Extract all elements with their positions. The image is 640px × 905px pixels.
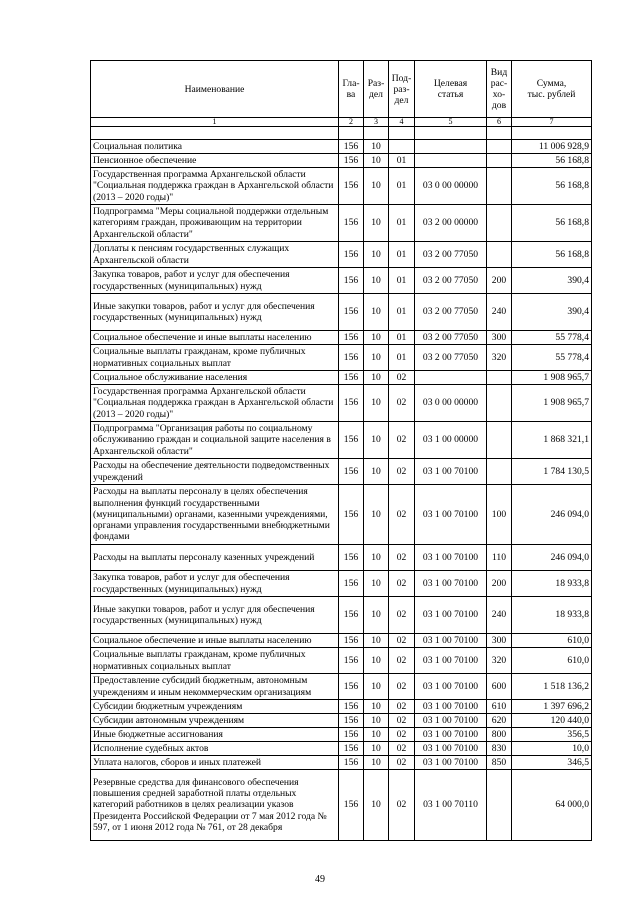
page-number: 49 [315, 874, 325, 885]
row-section: 10 [364, 385, 389, 422]
row-sum: 1 908 965,7 [512, 385, 592, 422]
row-subsection: 01 [389, 205, 415, 242]
row-target: 03 2 00 77050 [415, 294, 487, 331]
row-sum: 1 518 136,2 [512, 674, 592, 700]
row-expense-type: 850 [487, 756, 512, 770]
row-name: Государственная программа Архангельской области "Социальная поддержка граждан в Архангельской области (2013 – 2020 годы)" [91, 168, 339, 205]
row-sum: 55 778,4 [512, 345, 592, 371]
row-sum: 1 868 321,1 [512, 422, 592, 459]
row-chapter: 156 [339, 385, 364, 422]
row-name: Резервные средства для финансового обеспечения повышения средней заработной платы отдельных категорий работников в целях реализации указов Президента Российской Федерации от 7 мая 2012 года № 597, от 1 июня 2012 года № 761, от 28 декабря [91, 770, 339, 841]
row-target [415, 140, 487, 154]
table-row [91, 545, 592, 571]
row-sum: 1 784 130,5 [512, 459, 592, 485]
row-name: Иные закупки товаров, работ и услуг для обеспечения государственных (муниципальных) нужд [91, 597, 339, 634]
row-section: 10 [364, 756, 389, 770]
row-subsection: 02 [389, 422, 415, 459]
row-subsection: 01 [389, 331, 415, 345]
row-name: Иные бюджетные ассигнования [91, 728, 339, 742]
row-name: Подпрограмма "Организация работы по социальному обслуживанию граждан и социальной защите населения в Архангельской области" [91, 422, 339, 459]
row-expense-type [487, 205, 512, 242]
row-chapter: 156 [339, 714, 364, 728]
row-target: 03 2 00 00000 [415, 205, 487, 242]
row-expense-type [487, 168, 512, 205]
row-section: 10 [364, 634, 389, 648]
row-subsection: 01 [389, 268, 415, 294]
row-subsection: 02 [389, 597, 415, 634]
row-chapter: 156 [339, 422, 364, 459]
header-name: Наименование [91, 61, 339, 118]
table-header-row [91, 61, 592, 118]
row-chapter: 156 [339, 756, 364, 770]
row-subsection: 02 [389, 756, 415, 770]
row-subsection [389, 140, 415, 154]
row-expense-type: 600 [487, 674, 512, 700]
row-chapter: 156 [339, 205, 364, 242]
row-target: 03 2 00 77050 [415, 268, 487, 294]
column-number: 1 [91, 118, 339, 127]
row-subsection: 01 [389, 294, 415, 331]
table-row [91, 742, 592, 756]
header-expense-type: Вид рас- хо- дов [487, 61, 512, 118]
row-section: 10 [364, 242, 389, 268]
row-section: 10 [364, 331, 389, 345]
row-name: Социальные выплаты гражданам, кроме публичных нормативных социальных выплат [91, 345, 339, 371]
row-target: 03 1 00 70100 [415, 742, 487, 756]
column-number: 5 [415, 118, 487, 127]
row-subsection: 02 [389, 459, 415, 485]
row-name: Социальное обслуживание населения [91, 371, 339, 385]
row-sum: 18 933,8 [512, 597, 592, 634]
row-section: 10 [364, 345, 389, 371]
row-expense-type [487, 385, 512, 422]
row-sum: 56 168,8 [512, 242, 592, 268]
row-target: 03 0 00 00000 [415, 385, 487, 422]
row-target: 03 1 00 70100 [415, 634, 487, 648]
table-row [91, 459, 592, 485]
row-subsection: 01 [389, 154, 415, 168]
row-chapter: 156 [339, 742, 364, 756]
row-target: 03 1 00 70100 [415, 648, 487, 674]
row-expense-type [487, 242, 512, 268]
table-body [91, 140, 592, 841]
table-row [91, 294, 592, 331]
column-number: 3 [364, 118, 389, 127]
table-row [91, 634, 592, 648]
row-expense-type: 620 [487, 714, 512, 728]
row-name: Расходы на обеспечение деятельности подведомственных учреждений [91, 459, 339, 485]
row-target: 03 1 00 70100 [415, 756, 487, 770]
column-number: 4 [389, 118, 415, 127]
row-chapter: 156 [339, 634, 364, 648]
row-name: Государственная программа Архангельской области "Социальная поддержка граждан в Архангельской области (2013 – 2020 годы)" [91, 385, 339, 422]
table-row [91, 422, 592, 459]
header-sum: Сумма, тыс. рублей [512, 61, 592, 118]
table-row [91, 371, 592, 385]
table-row [91, 140, 592, 154]
row-sum: 64 000,0 [512, 770, 592, 841]
row-subsection: 02 [389, 742, 415, 756]
row-name: Исполнение судебных актов [91, 742, 339, 756]
spacer-row [91, 127, 592, 140]
row-name: Расходы на выплаты персоналу в целях обеспечения выполнения функций государственными (муниципальными) органами, казенными учреждениями, органами управления государственными внебюджетными фондами [91, 485, 339, 545]
row-target: 03 1 00 70110 [415, 770, 487, 841]
row-section: 10 [364, 154, 389, 168]
row-sum: 246 094,0 [512, 545, 592, 571]
row-target: 03 2 00 77050 [415, 331, 487, 345]
row-expense-type [487, 140, 512, 154]
row-chapter: 156 [339, 545, 364, 571]
header-chapter: Гла- ва [339, 61, 364, 118]
row-name: Пенсионное обеспечение [91, 154, 339, 168]
table-row [91, 154, 592, 168]
row-chapter: 156 [339, 597, 364, 634]
table-row [91, 571, 592, 597]
row-section: 10 [364, 268, 389, 294]
row-sum: 610,0 [512, 648, 592, 674]
row-chapter: 156 [339, 571, 364, 597]
table-row [91, 385, 592, 422]
row-target: 03 1 00 00000 [415, 422, 487, 459]
row-chapter: 156 [339, 345, 364, 371]
row-section: 10 [364, 485, 389, 545]
row-chapter: 156 [339, 485, 364, 545]
row-chapter: 156 [339, 770, 364, 841]
header-subsection: Под- раз- дел [389, 61, 415, 118]
row-expense-type: 240 [487, 294, 512, 331]
row-subsection: 02 [389, 371, 415, 385]
table-row [91, 700, 592, 714]
header-section: Раз- дел [364, 61, 389, 118]
row-target: 03 1 00 70100 [415, 674, 487, 700]
row-expense-type: 240 [487, 597, 512, 634]
table-row [91, 648, 592, 674]
column-number-row [91, 118, 592, 127]
table-row [91, 714, 592, 728]
table-row [91, 728, 592, 742]
row-chapter: 156 [339, 371, 364, 385]
row-name: Социальное обеспечение и иные выплаты населению [91, 634, 339, 648]
row-section: 10 [364, 648, 389, 674]
row-sum: 390,4 [512, 294, 592, 331]
row-chapter: 156 [339, 674, 364, 700]
row-chapter: 156 [339, 268, 364, 294]
row-target: 03 0 00 00000 [415, 168, 487, 205]
row-sum: 120 440,0 [512, 714, 592, 728]
row-expense-type [487, 371, 512, 385]
row-section: 10 [364, 571, 389, 597]
row-name: Уплата налогов, сборов и иных платежей [91, 756, 339, 770]
row-expense-type: 300 [487, 331, 512, 345]
row-sum: 10,0 [512, 742, 592, 756]
row-chapter: 156 [339, 154, 364, 168]
row-sum: 56 168,8 [512, 154, 592, 168]
row-section: 10 [364, 674, 389, 700]
row-expense-type: 830 [487, 742, 512, 756]
row-chapter: 156 [339, 331, 364, 345]
row-target: 03 1 00 70100 [415, 545, 487, 571]
header-target: Целевая статья [415, 61, 487, 118]
row-section: 10 [364, 459, 389, 485]
table-row [91, 770, 592, 841]
row-section: 10 [364, 205, 389, 242]
row-name: Предоставление субсидий бюджетным, автономным учреждениям и иным некоммерческим организациям [91, 674, 339, 700]
row-chapter: 156 [339, 168, 364, 205]
row-sum: 11 006 928,9 [512, 140, 592, 154]
column-number: 6 [487, 118, 512, 127]
table-row [91, 345, 592, 371]
row-subsection: 02 [389, 385, 415, 422]
row-name: Подпрограмма "Меры социальной поддержки отдельным категориям граждан, проживающим на территории Архангельской области" [91, 205, 339, 242]
column-number: 7 [512, 118, 592, 127]
table-row [91, 268, 592, 294]
row-target: 03 1 00 70100 [415, 485, 487, 545]
row-expense-type: 200 [487, 571, 512, 597]
row-section: 10 [364, 700, 389, 714]
table-row [91, 205, 592, 242]
row-expense-type [487, 459, 512, 485]
row-name: Социальная политика [91, 140, 339, 154]
row-section: 10 [364, 742, 389, 756]
column-number: 2 [339, 118, 364, 127]
table-row [91, 485, 592, 545]
row-expense-type [487, 770, 512, 841]
row-chapter: 156 [339, 459, 364, 485]
row-section: 10 [364, 597, 389, 634]
row-chapter: 156 [339, 728, 364, 742]
row-name: Закупка товаров, работ и услуг для обеспечения государственных (муниципальных) нужд [91, 571, 339, 597]
row-expense-type [487, 154, 512, 168]
row-expense-type [487, 422, 512, 459]
row-name: Субсидии автономным учреждениям [91, 714, 339, 728]
row-name: Субсидии бюджетным учреждениям [91, 700, 339, 714]
row-name: Социальные выплаты гражданам, кроме публичных нормативных социальных выплат [91, 648, 339, 674]
row-expense-type: 320 [487, 648, 512, 674]
row-sum: 56 168,8 [512, 205, 592, 242]
table-row [91, 674, 592, 700]
row-sum: 55 778,4 [512, 331, 592, 345]
row-subsection: 02 [389, 770, 415, 841]
row-section: 10 [364, 728, 389, 742]
row-chapter: 156 [339, 700, 364, 714]
row-target: 03 1 00 70100 [415, 571, 487, 597]
row-target: 03 1 00 70100 [415, 597, 487, 634]
row-sum: 390,4 [512, 268, 592, 294]
row-name: Расходы на выплаты персоналу казенных учреждений [91, 545, 339, 571]
row-subsection: 02 [389, 545, 415, 571]
row-target: 03 1 00 70100 [415, 728, 487, 742]
row-section: 10 [364, 371, 389, 385]
row-name: Социальное обеспечение и иные выплаты населению [91, 331, 339, 345]
row-target [415, 371, 487, 385]
row-sum: 56 168,8 [512, 168, 592, 205]
row-section: 10 [364, 140, 389, 154]
row-target: 03 1 00 70100 [415, 700, 487, 714]
row-section: 10 [364, 770, 389, 841]
table-row [91, 597, 592, 634]
row-subsection: 02 [389, 485, 415, 545]
table-row [91, 756, 592, 770]
row-expense-type: 110 [487, 545, 512, 571]
row-subsection: 02 [389, 571, 415, 597]
row-sum: 346,5 [512, 756, 592, 770]
row-subsection: 02 [389, 648, 415, 674]
row-chapter: 156 [339, 294, 364, 331]
budget-table [90, 60, 592, 841]
row-expense-type: 610 [487, 700, 512, 714]
row-section: 10 [364, 714, 389, 728]
row-sum: 610,0 [512, 634, 592, 648]
row-subsection: 02 [389, 714, 415, 728]
row-subsection: 01 [389, 345, 415, 371]
row-expense-type: 200 [487, 268, 512, 294]
row-subsection: 02 [389, 728, 415, 742]
row-section: 10 [364, 168, 389, 205]
row-subsection: 02 [389, 700, 415, 714]
row-expense-type: 800 [487, 728, 512, 742]
row-section: 10 [364, 545, 389, 571]
row-sum: 18 933,8 [512, 571, 592, 597]
table-row [91, 331, 592, 345]
row-target: 03 1 00 70100 [415, 714, 487, 728]
row-name: Иные закупки товаров, работ и услуг для обеспечения государственных (муниципальных) нужд [91, 294, 339, 331]
row-chapter: 156 [339, 140, 364, 154]
row-target [415, 154, 487, 168]
row-chapter: 156 [339, 242, 364, 268]
row-subsection: 02 [389, 674, 415, 700]
row-subsection: 01 [389, 168, 415, 205]
row-sum: 246 094,0 [512, 485, 592, 545]
row-section: 10 [364, 294, 389, 331]
table-row [91, 168, 592, 205]
row-expense-type: 100 [487, 485, 512, 545]
row-subsection: 02 [389, 634, 415, 648]
row-name: Доплаты к пенсиям государственных служащих Архангельской области [91, 242, 339, 268]
row-chapter: 156 [339, 648, 364, 674]
row-target: 03 1 00 70100 [415, 459, 487, 485]
row-sum: 1 397 696,2 [512, 700, 592, 714]
row-expense-type: 320 [487, 345, 512, 371]
row-expense-type: 300 [487, 634, 512, 648]
row-subsection: 01 [389, 242, 415, 268]
row-target: 03 2 00 77050 [415, 345, 487, 371]
row-section: 10 [364, 422, 389, 459]
row-sum: 1 908 965,7 [512, 371, 592, 385]
row-sum: 356,5 [512, 728, 592, 742]
row-target: 03 2 00 77050 [415, 242, 487, 268]
row-name: Закупка товаров, работ и услуг для обеспечения государственных (муниципальных) нужд [91, 268, 339, 294]
table-row [91, 242, 592, 268]
